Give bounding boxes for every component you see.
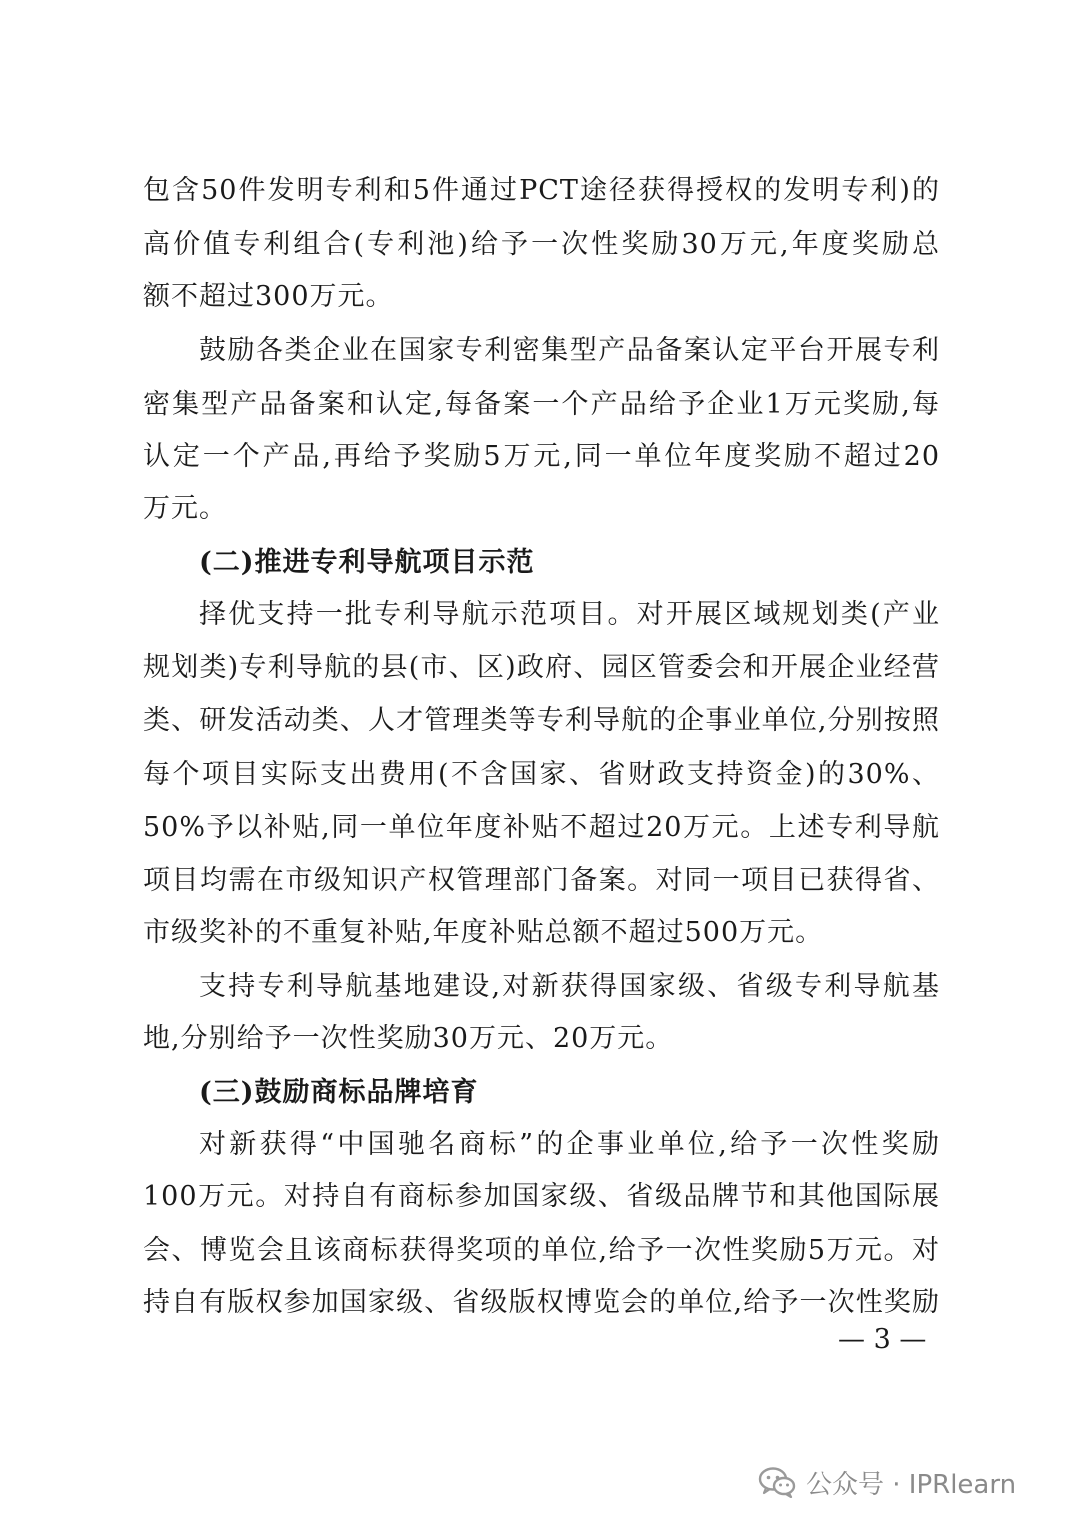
paragraph-start-line: 择优支持一批专利导航示范项目。对开展区域规划类(产业 xyxy=(199,599,940,630)
text-line: 项目均需在市级知识产权管理部门备案。对同一项目已获得省、 xyxy=(143,865,940,896)
text-line: 密集型产品备案和认定,每备案一个产品给予企业1万元奖励,每 xyxy=(143,389,940,420)
text-line: 会、博览会且该商标获得奖项的单位,给予一次性奖励5万元。对 xyxy=(143,1235,940,1266)
text-line: 认定一个产品,再给予奖励5万元,同一单位年度奖励不超过20 xyxy=(143,441,940,472)
wechat-icon xyxy=(758,1466,796,1498)
section-heading: (二)推进专利导航项目示范 xyxy=(199,547,535,578)
page-number: — 3 — xyxy=(838,1324,927,1355)
text-line: 类、研发活动类、人才管理类等专利导航的企事业单位,分别按照 xyxy=(143,705,940,736)
text-line: 50%予以补贴,同一单位年度补贴不超过20万元。上述专利导航 xyxy=(143,812,940,843)
text-line: 包含50件发明专利和5件通过PCT途径获得授权的发明专利)的 xyxy=(143,175,940,206)
text-line: 万元。 xyxy=(143,493,227,524)
text-line: 地,分别给予一次性奖励30万元、20万元。 xyxy=(143,1023,674,1054)
text-line: 100万元。对持自有商标参加国家级、省级品牌节和其他国际展 xyxy=(143,1181,940,1212)
paragraph-start-line: 对新获得“中国驰名商标”的企事业单位,给予一次性奖励 xyxy=(199,1129,940,1160)
text-line: 规划类)专利导航的县(市、区)政府、园区管委会和开展企业经营 xyxy=(143,652,940,683)
text-line: 市级奖补的不重复补贴,年度补贴总额不超过500万元。 xyxy=(143,917,824,948)
text-line: 持自有版权参加国家级、省级版权博览会的单位,给予一次性奖励 xyxy=(143,1287,940,1318)
text-line: 高价值专利组合(专利池)给予一次性奖励30万元,年度奖励总 xyxy=(143,229,940,260)
paragraph-start-line: 支持专利导航基地建设,对新获得国家级、省级专利导航基 xyxy=(199,971,940,1002)
watermark-text: 公众号 · IPRlearn xyxy=(806,1469,1017,1500)
paragraph-start-line: 鼓励各类企业在国家专利密集型产品备案认定平台开展专利 xyxy=(199,335,940,366)
text-line: 每个项目实际支出费用(不含国家、省财政支持资金)的30%、 xyxy=(143,759,940,790)
text-line: 额不超过300万元。 xyxy=(143,281,394,312)
watermark xyxy=(758,1460,1016,1504)
section-heading: (三)鼓励商标品牌培育 xyxy=(199,1077,479,1108)
